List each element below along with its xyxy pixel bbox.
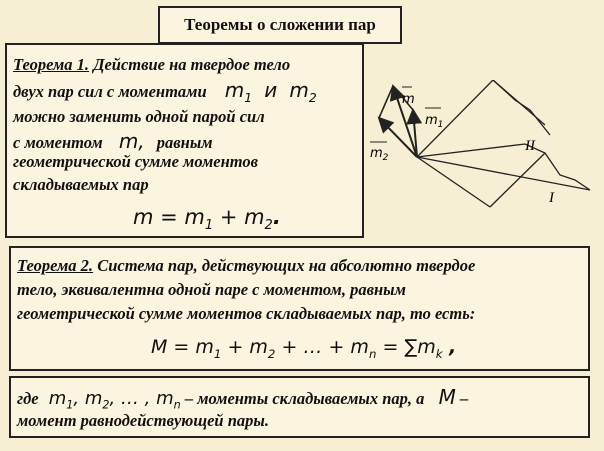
label-m2-letter: m [370,146,383,161]
moment-m1 [224,78,253,105]
label-m2 [370,146,389,163]
m2-letter: m [289,78,309,102]
where-line1 [17,385,468,412]
page-title [158,6,402,44]
where-sep1: , m [73,388,103,409]
theorem1-line4-text: с моментом [13,133,103,152]
m1-letter: m [224,78,245,102]
where-box [9,376,590,438]
where-M: M [438,385,456,409]
theorem1-label: Теорема 1. [13,55,90,74]
theorem1-line4-rest: равным [156,133,213,152]
formula1-sub2: 2 [264,218,273,234]
conj-i: и [264,78,278,102]
theorem1-line2 [13,78,317,105]
formula2-sn: n [368,346,377,361]
theorem1-box [5,43,364,238]
theorem1-line2-text: двух пар сил с моментами [13,82,207,101]
theorem1-line5: геометрической сумме моментов [13,152,258,171]
plane-line-5 [417,157,590,190]
moment-m2 [289,78,317,105]
where-dash: – [455,389,469,408]
where-word: где [17,389,39,408]
theorem1-line6: складываемых пар [13,175,149,194]
theorem1-line1 [13,55,290,75]
formula2-dots: + … + m [275,336,369,358]
theorem2-formula [151,336,456,361]
label-plane-II: II [525,138,535,154]
formula2-s1: 1 [213,346,222,361]
theorem2-label: Теорема 2. [17,256,94,275]
theorem1-line4 [13,129,213,153]
m1-sub: 1 [244,90,253,105]
label-m1 [425,113,443,130]
parallelogram-edge-2 [379,86,393,118]
formula2-eq: = ∑m [376,336,436,358]
formula2-p2: + m [221,336,268,358]
formula2-lhs: M = m [151,336,214,358]
formula1-end: . [272,205,281,229]
where-s1: 1 [66,398,74,412]
label-plane-I: I [549,190,554,206]
where-m1: m [48,388,67,409]
formula1-plus: + m [213,205,265,229]
m2-sub: 2 [308,90,317,105]
formula1-lhs: m = m [133,205,205,229]
where-line2: момент равнодействующей пары. [17,411,269,430]
formula2-sk: k [435,346,443,361]
formula2-s2: 2 [267,346,276,361]
moment-m: m, [118,129,145,153]
theorem1-line1-text: Действие на твердое тело [89,55,291,74]
theorem2-line1-text: Система пар, действующих на абсолютно твердое [93,256,476,275]
plane-edge-break [493,80,550,135]
theorem2-line1 [17,256,475,276]
theorem2-line2: тело, эквивалентна одной паре с моментом, равным [17,280,406,299]
label-m: m [402,92,415,107]
formula2-end: , [442,336,457,358]
where-sep2: , … , m [109,388,174,409]
where-moments-list [48,388,181,412]
where-s2: 2 [102,398,110,412]
theorem2-line3: геометрической сумме моментов складываемых пар, то есть: [17,304,476,323]
formula1-sub1: 1 [204,218,214,234]
theorem1-line3: можно заменить одной парой сил [13,107,265,126]
where-sn: n [173,398,181,412]
label-m1-sub: 1 [437,120,444,130]
theorem1-formula [133,205,281,233]
plane-line-2 [417,144,525,157]
theorem2-box [9,246,590,371]
moment-vector-diagram [365,80,599,220]
label-m2-sub: 2 [382,153,389,163]
page-title-text: Теоремы о сложении пар [184,15,376,34]
label-m1-letter: m [425,113,438,128]
where-text1: – моменты складываемых пар, а [180,389,425,408]
